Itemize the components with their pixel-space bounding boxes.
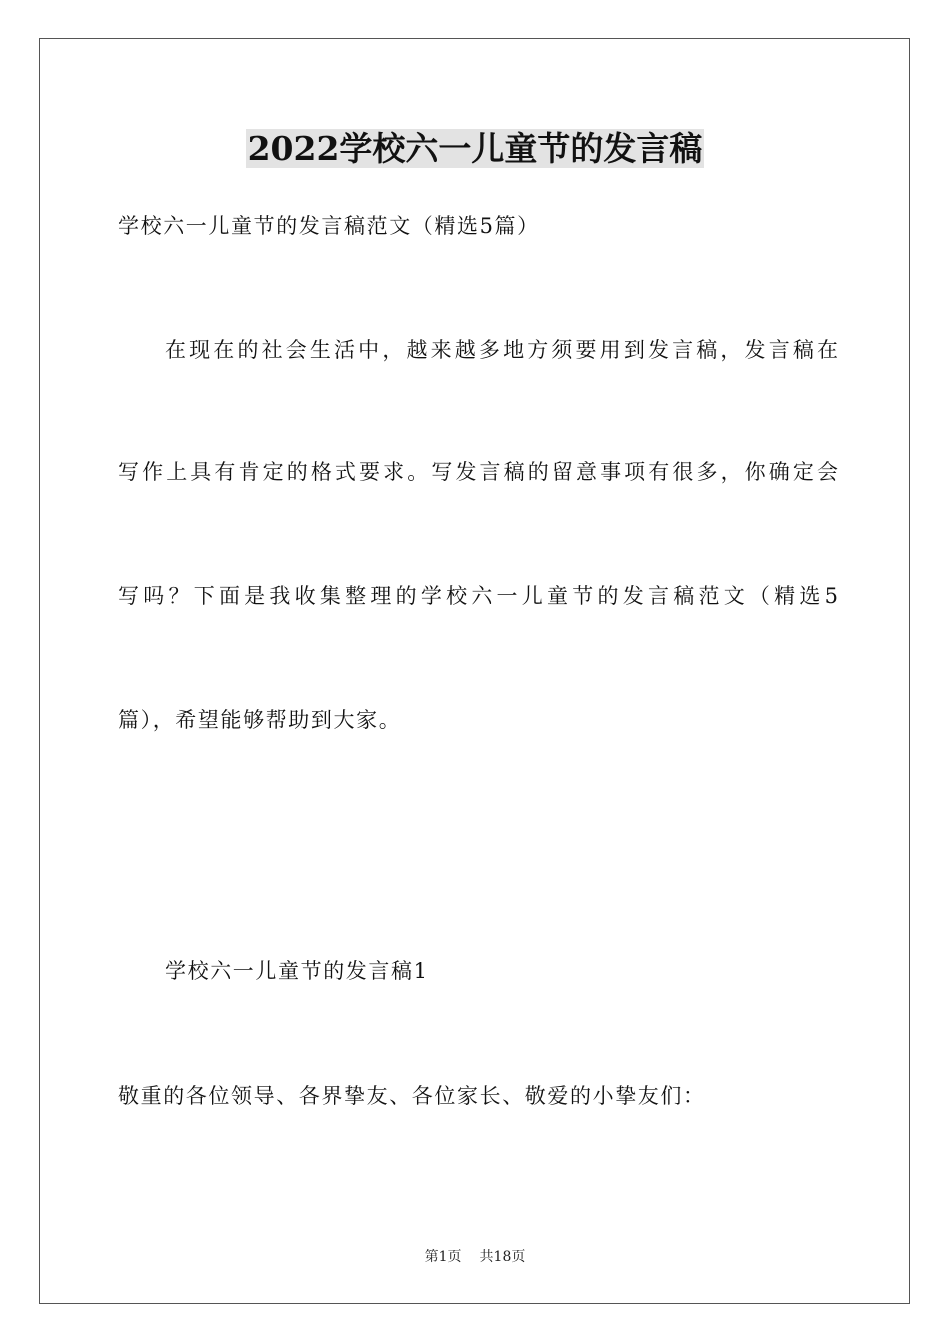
- intro-line-2: 写作上具有肯定的格式要求。写发言稿的留意事项有很多，你确定会: [118, 460, 838, 484]
- footer-page-total: 共18页: [479, 1249, 526, 1265]
- intro-line-3: 写吗？下面是我收集整理的学校六一儿童节的发言稿范文（精选5: [118, 584, 838, 608]
- document-title: [0, 126, 950, 172]
- intro-line-1: 在现在的社会生活中，越来越多地方须要用到发言稿，发言稿在: [165, 338, 838, 362]
- footer-page-current: 第1页: [424, 1249, 462, 1265]
- intro-line-4: 篇），希望能够帮助到大家。: [118, 708, 402, 732]
- salutation: 敬重的各位领导、各界挚友、各位家长、敬爱的小挚友们：: [118, 1084, 706, 1108]
- document-title-text: 2022学校六一儿童节的发言稿: [247, 129, 703, 168]
- document-subtitle: 学校六一儿童节的发言稿范文（精选5篇）: [118, 214, 540, 238]
- page-footer: [0, 1247, 950, 1267]
- section-heading: 学校六一儿童节的发言稿1: [165, 959, 429, 983]
